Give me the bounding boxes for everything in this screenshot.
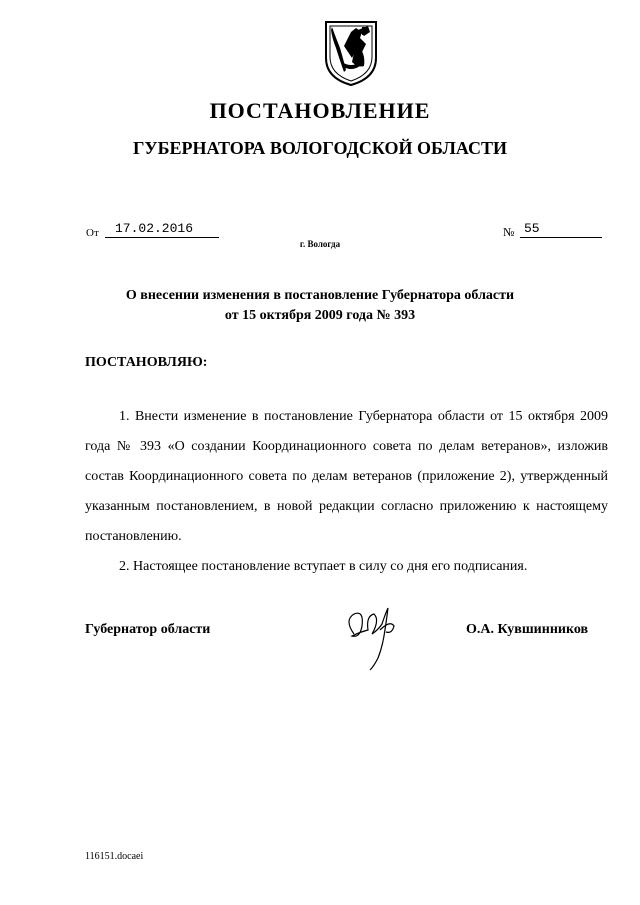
document-body xyxy=(85,402,608,582)
subject-line-2: от 15 октября 2009 года № 393 xyxy=(224,308,416,323)
decree-word: ПОСТАНОВЛЯЮ: xyxy=(85,355,208,370)
file-reference: 116151.docaei xyxy=(85,851,144,862)
number-label: № xyxy=(503,225,515,239)
document-subject xyxy=(90,286,550,326)
coat-of-arms-icon xyxy=(322,18,380,88)
document-date: 17.02.2016 xyxy=(105,221,219,238)
city: г. Вологда xyxy=(299,239,341,249)
document-number: 55 xyxy=(520,221,602,238)
signer-name: О.А. Кувшинников xyxy=(466,622,589,637)
signer-position: Губернатор области xyxy=(85,622,211,637)
document-issuer: ГУБЕРНАТОРА ВОЛОГОДСКОЙ ОБЛАСТИ xyxy=(132,138,508,158)
document-title: ПОСТАНОВЛЕНИЕ xyxy=(209,98,431,123)
subject-line-1: О внесении изменения в постановление Губернатора области xyxy=(125,288,515,303)
paragraph-1: 1. Внести изменение в постановление Губернатора области от 15 октября 2009 года № 393 «О создании Координационного совета по делам ветеранов», изложив состав Координационного совета по делам ветеранов (приложение 2), утвержденный указанным постановлением, в новой редакции согласно приложению к настоящему постановлению. xyxy=(85,409,608,544)
date-label: От xyxy=(86,227,99,239)
signature-icon xyxy=(340,600,420,672)
paragraph-2: 2. Настоящее постановление вступает в силу со дня его подписания. xyxy=(119,559,528,574)
